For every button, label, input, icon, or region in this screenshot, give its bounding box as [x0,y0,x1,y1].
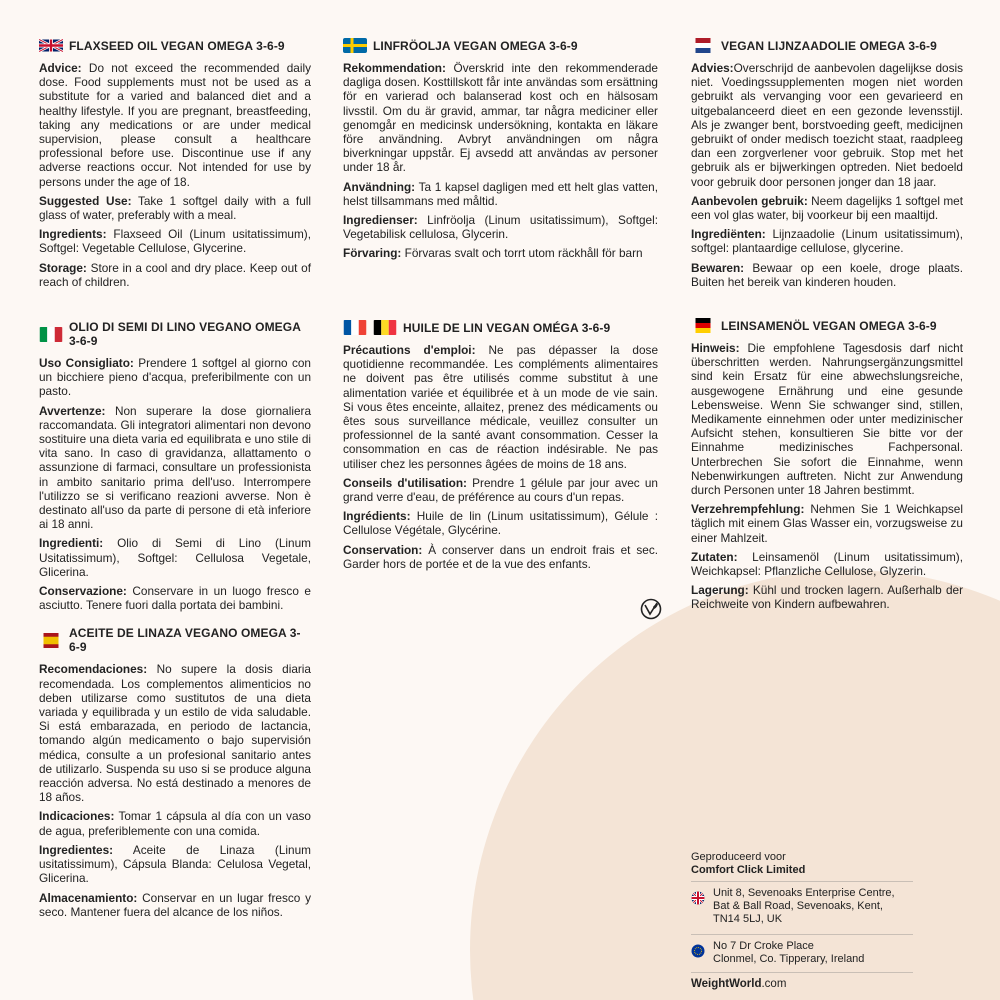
section-title: HUILE DE LIN VEGAN OMÉGA 3-6-9 [403,320,611,335]
use-paragraph: Användning: Ta 1 kapsel dagligen med ett helt glas vatten, helst tillsammans med måltid. [343,179,658,208]
column-right [691,38,963,303]
section-heading [39,626,311,654]
section-italian [39,320,311,612]
france-flag-icon [343,320,367,335]
column-left [39,38,311,303]
section-dutch [691,38,963,289]
vegan-leaf-icon [640,598,662,620]
section-french [343,320,658,571]
uk-address-line: TN14 5LJ, UK [713,913,783,925]
use-paragraph: Uso Consigliato: Prendere 1 softgel al giorno con un bicchiere pieno d'acqua, preferibilmente con un pasto. [39,356,311,399]
section-heading [343,320,658,335]
storage-paragraph: Storage: Store in a cool and dry place. Keep out of reach of children. [39,260,311,289]
produced-for-label: Geproduceerd voor [691,851,786,863]
storage-paragraph: Conservazione: Conservare in un luogo fresco e asciutto. Tenere fuori dalla portata dei bambini. [39,584,311,613]
germany-flag-icon [691,318,715,333]
ingredients-paragraph: Ingredientes: Aceite de Linaza (Linum usitatissimum), Cápsula Blanda: Celulosa Vegetal, Glicerina. [39,842,311,886]
section-title: VEGAN LIJNZAADOLIE OMEGA 3-6-9 [721,38,937,53]
eu-flag-icon [691,944,705,958]
advice-paragraph: Hinweis: Die empfohlene Tagesdosis darf nicht überschritten werden. Nahrungsergänzungsmittel sind kein Ersatz für eine abwechslungsreiche, ausgewogene Ernährung und eine gesunde Lebensweise. Wenn Sie schwanger sind, stillen, Medikamente einnehmen oder unter medizinischer Aufsicht stehen, konsultieren Sie bitte vor der Einnahme medizinisches Fachpersonal. Unterbrechen Sie sofort die Einnahme, wenn Nebenwirkungen auftreten. Nicht zur Anwendung durch Personen unter 18 Jahren bestimmt. [691,341,963,498]
section-title: FLAXSEED OIL VEGAN OMEGA 3-6-9 [69,38,285,53]
spain-flag-icon [39,633,63,648]
uk-address [691,881,913,930]
italy-flag-icon [39,327,63,342]
section-title: ACEITE DE LINAZA VEGANO OMEGA 3-6-9 [69,626,301,655]
advice-paragraph: Avvertenze: Non superare la dose giornaliera raccomandata. Gli integratori alimentari non devono sostituire una dieta varia ed equilibrata e uno stile di vita sano. In caso di gravidanza, allattamento o assunzione di farmaci, consultare un professionista in ambito sanitario prima dell'uso. Interrompere l'utilizzo se si verificano reazioni avverse. Non è destinato all'uso da parte di persone di età inferiore ai 18 anni. [39,403,311,532]
advice-paragraph: Rekommendation: Överskrid inte den rekommenderade dagliga dosen. Kosttillskott får inte användas som ersättning för en varierad och balanserad kost och en hälsosam livsstil. Om du är gravid, ammar, tar några mediciner eller genomgår en medicinsk undersökning, kontakta en läkare före användning. Avbryt användningen om några biverkningar uppstår. Ej avsedd att användas av personer under 18 år. [343,61,658,175]
ingredients-paragraph: Zutaten: Leinsamenöl (Linum usitatissimum), Weichkapsel: Pflanzliche Cellulose, Glyzerin. [691,549,963,579]
uk-address-line: Bat & Ball Road, Sevenoaks, Kent, [713,900,883,912]
ie-address-line: Clonmel, Co. Tipperary, Ireland [713,953,865,965]
brand-name: WeightWorld.com [691,972,913,990]
ingredients-paragraph: Ingredients: Flaxseed Oil (Linum usitatissimum), Softgel: Vegetable Cellulose, Glycerine. [39,227,311,256]
section-title: LINFRÖOLJA VEGAN OMEGA 3-6-9 [373,38,578,53]
advice-paragraph: Recomendaciones: No supere la dosis diaria recomendada. Los complementos alimenticios no deben utilizarse como sustitutos de una dieta variada y equilibrada y un estilo de vida saludable. Si está embarazada, en periodo de lactancia, tomando algún medicamento o bajo supervisión médica, consulte a un profesional sanitario antes de utilizarlo. Suspenda su uso si se produce alguna reacción adversa. No está destinado a menores de 18 años. [39,662,311,805]
section-heading [691,38,963,53]
uk-address-line: Unit 8, Sevenoaks Enterprise Centre, [713,887,895,899]
use-paragraph: Verzehrempfehlung: Nehmen Sie 1 Weichkapsel täglich mit einem Glas Wasser ein, vorzugsweise zu einer Mahlzeit. [691,502,963,545]
company-name: Comfort Click Limited [691,864,806,876]
column-middle [343,38,658,275]
storage-paragraph: Conservation: À conserver dans un endroit frais et sec. Garder hors de portée et de la vue des enfants. [343,542,658,571]
section-german [691,318,963,612]
advice-paragraph: Précautions d'emploi: Ne pas dépasser la dose quotidienne recommandée. Les compléments alimentaires ne doivent pas être utilisés comme substitut à une alimentation variée et équilibrée et à un mode de vie sain. Si vous êtes enceinte, allaitez, prenez des médicaments ou êtes sous surveillance médicale, veuillez consulter un professionnel de la santé avant consommation. Cesser la consommation en cas de réaction indésirable. Ne pas utiliser chez les personnes âgées de moins de 18 ans. [343,343,659,471]
ingredients-paragraph: Ingrédients: Huile de lin (Linum usitatissimum), Gélule : Cellulose Végétale, Glycérine. [343,509,658,538]
section-english [39,38,311,289]
section-title: OLIO DI SEMI DI LINO VEGANO OMEGA 3-6-9 [69,320,301,348]
section-swedish [343,38,658,261]
belgium-flag-icon [373,320,397,335]
storage-paragraph: Almacenamiento: Conservar en un lugar fresco y seco. Mantener fuera del alcance de los niños. [39,890,311,919]
advice-paragraph: Advice: Do not exceed the recommended daily dose. Food supplements must not be used as a substitute for a varied and balanced diet and a healthy lifestyle. If you are pregnant, breastfeeding, taking any medications or are under medical supervision, please consult a healthcare professional before use. Discontinue use if any adverse reactions occur. Not intended for use by persons under the age of 18. [39,61,311,189]
use-paragraph: Indicaciones: Tomar 1 cápsula al día con un vaso de agua, preferiblemente con una comida. [39,809,311,838]
storage-paragraph: Bewaren: Bewaar op een koele, droge plaats. Buiten het bereik van kinderen houden. [691,260,963,289]
column-right-lower [691,318,963,626]
netherlands-flag-icon [691,38,715,53]
manufacturer-info [691,851,913,990]
column-left-lower [39,320,311,933]
use-paragraph: Conseils d'utilisation: Prendre 1 gélule par jour avec un grand verre d'eau, de préférence au cours d'un repas. [343,475,658,505]
section-heading [39,38,311,53]
storage-paragraph: Förvaring: Förvaras svalt och torrt utom räckhåll för barn [343,246,643,261]
ingredients-paragraph: Ingrediënten: Lijnzaadolie (Linum usitatissimum), softgel: plantaardige cellulose, glycerine. [691,227,963,256]
column-middle-lower [343,320,658,585]
ie-address-line: No 7 Dr Croke Place [713,940,814,952]
use-paragraph: Aanbevolen gebruik: Neem dagelijks 1 softgel met een vol glas water, bij voorkeur bij een maaltijd. [691,193,963,223]
section-heading [343,38,658,53]
ingredients-paragraph: Ingredienser: Linfröolja (Linum usitatissimum), Softgel: Vegetabilisk cellulosa, Glycerin. [343,213,658,242]
sweden-flag-icon [343,38,367,53]
storage-paragraph: Lagerung: Kühl und trocken lagern. Außerhalb der Reichweite von Kindern aufbewahren. [691,583,963,612]
section-spanish [39,626,311,918]
uk-flag-icon [691,891,705,905]
section-heading [691,318,963,333]
ingredients-paragraph: Ingredienti: Olio di Semi di Lino (Linum Usitatissimum), Softgel: Cellulosa Vegetale, Glicerina. [39,536,311,579]
uk-flag-icon [39,38,63,53]
ie-address [691,934,913,970]
use-paragraph: Suggested Use: Take 1 softgel daily with a full glass of water, preferably with a meal. [39,193,311,223]
section-title: LEINSAMENÖL VEGAN OMEGA 3-6-9 [721,318,937,333]
advice-paragraph: Advies:Overschrijd de aanbevolen dagelijkse dosis niet. Voedingssupplementen mogen niet worden gebruikt als vervanging voor een gevarieerd en uitgebalanceerd dieet en een gezonde levensstijl. Als je zwanger bent, borstvoeding geeft, medicijnen gebruikt of onder medisch toezicht staat, raadpleeg dan een zorgverlener voor gebruik. Stop met het gebruik als er bijwerkingen optreden. Niet bedoeld voor gebruik door personen jonger dan 18 jaar. [691,61,963,189]
section-heading [39,320,311,348]
